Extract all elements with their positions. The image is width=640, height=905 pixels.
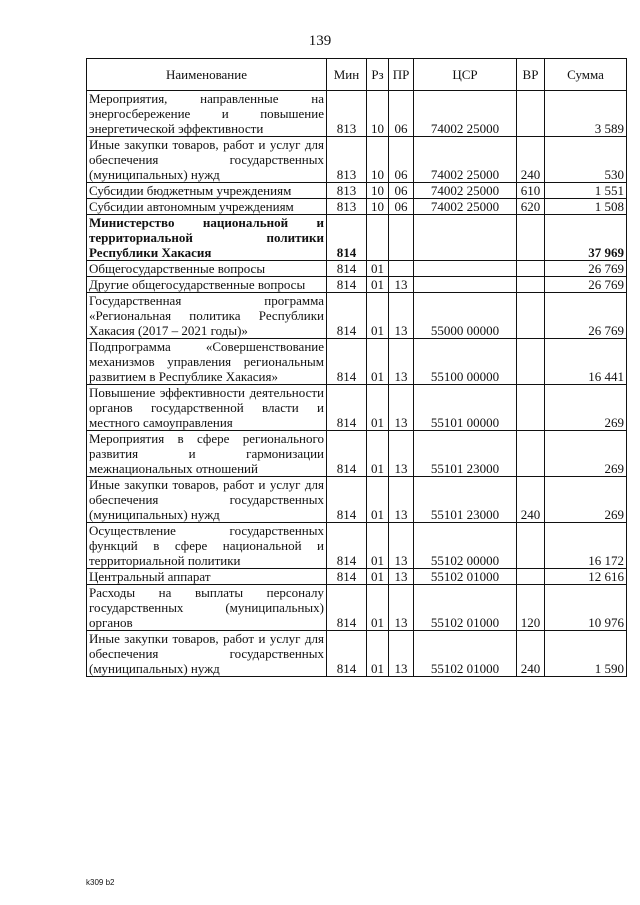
cell-vr: 240: [517, 477, 545, 523]
header-min: Мин: [327, 59, 367, 91]
cell-sum: 12 616: [545, 569, 627, 585]
cell-sum: 26 769: [545, 293, 627, 339]
cell-csr: 55100 00000: [414, 339, 517, 385]
cell-min: 814: [327, 215, 367, 261]
cell-rz: 10: [367, 91, 389, 137]
cell-rz: 10: [367, 199, 389, 215]
table-row: [87, 523, 627, 569]
cell-min: 814: [327, 477, 367, 523]
cell-min: 813: [327, 183, 367, 199]
table-row: [87, 385, 627, 431]
cell-csr: [414, 215, 517, 261]
cell-name: Подпрограмма «Совершенствование механизмов управления региональным развитием в Республике Хакасия»: [87, 339, 327, 385]
cell-min: 814: [327, 431, 367, 477]
cell-pr: [389, 215, 414, 261]
cell-rz: 01: [367, 569, 389, 585]
cell-sum: 269: [545, 385, 627, 431]
cell-min: 814: [327, 385, 367, 431]
table-row: [87, 91, 627, 137]
cell-vr: [517, 277, 545, 293]
page-number: 139: [308, 33, 332, 49]
cell-rz: 01: [367, 431, 389, 477]
cell-vr: [517, 293, 545, 339]
cell-rz: 01: [367, 385, 389, 431]
cell-pr: 13: [389, 523, 414, 569]
cell-name: Субсидии автономным учреждениям: [87, 199, 327, 215]
header-csr: ЦСР: [414, 59, 517, 91]
cell-vr: 120: [517, 585, 545, 631]
cell-vr: [517, 523, 545, 569]
cell-sum: 16 172: [545, 523, 627, 569]
cell-rz: 01: [367, 523, 389, 569]
cell-sum: 1 590: [545, 631, 627, 677]
cell-name: Центральный аппарат: [87, 569, 327, 585]
cell-name: Общегосударственные вопросы: [87, 261, 327, 277]
cell-rz: 01: [367, 339, 389, 385]
cell-rz: 01: [367, 585, 389, 631]
table-row: [87, 137, 627, 183]
cell-csr: [414, 277, 517, 293]
cell-csr: 74002 25000: [414, 137, 517, 183]
cell-pr: 13: [389, 585, 414, 631]
cell-csr: 55101 00000: [414, 385, 517, 431]
table-row: [87, 569, 627, 585]
table-row: [87, 631, 627, 677]
cell-pr: 13: [389, 277, 414, 293]
cell-rz: 10: [367, 183, 389, 199]
cell-name: Иные закупки товаров, работ и услуг для обеспечения государственных (муниципальных) нужд: [87, 477, 327, 523]
cell-rz: 01: [367, 261, 389, 277]
cell-name: Мероприятия в сфере регионального развития и гармонизации межнациональных отношений: [87, 431, 327, 477]
cell-pr: [389, 261, 414, 277]
cell-vr: 620: [517, 199, 545, 215]
cell-sum: 26 769: [545, 261, 627, 277]
cell-pr: 13: [389, 569, 414, 585]
cell-rz: 10: [367, 137, 389, 183]
cell-pr: 06: [389, 199, 414, 215]
cell-csr: 55101 23000: [414, 431, 517, 477]
cell-sum: 530: [545, 137, 627, 183]
cell-min: 814: [327, 631, 367, 677]
cell-name: Осуществление государственных функций в сфере национальной и территориальной политики: [87, 523, 327, 569]
table-row: [87, 199, 627, 215]
budget-table: [86, 58, 627, 677]
cell-vr: [517, 261, 545, 277]
cell-sum: 269: [545, 477, 627, 523]
cell-name: Расходы на выплаты персоналу государственных (муниципальных) органов: [87, 585, 327, 631]
cell-vr: 240: [517, 137, 545, 183]
table-row: [87, 339, 627, 385]
header-name: Наименование: [87, 59, 327, 91]
cell-pr: 13: [389, 477, 414, 523]
cell-pr: 06: [389, 91, 414, 137]
cell-name: Повышение эффективности деятельности органов государственной власти и местного самоуправления: [87, 385, 327, 431]
cell-rz: 01: [367, 631, 389, 677]
cell-csr: 55102 01000: [414, 569, 517, 585]
cell-sum: 37 969: [545, 215, 627, 261]
table-row: [87, 585, 627, 631]
cell-name: Субсидии бюджетным учреждениям: [87, 183, 327, 199]
cell-csr: 55102 00000: [414, 523, 517, 569]
cell-rz: 01: [367, 293, 389, 339]
table-row: [87, 261, 627, 277]
cell-vr: [517, 569, 545, 585]
cell-sum: 26 769: [545, 277, 627, 293]
table-row: [87, 431, 627, 477]
cell-min: 814: [327, 339, 367, 385]
cell-csr: 74002 25000: [414, 199, 517, 215]
header-pr: ПР: [389, 59, 414, 91]
table-row: [87, 183, 627, 199]
cell-name: Иные закупки товаров, работ и услуг для обеспечения государственных (муниципальных) нужд: [87, 631, 327, 677]
table-row: [87, 477, 627, 523]
cell-sum: 1 508: [545, 199, 627, 215]
cell-csr: 55101 23000: [414, 477, 517, 523]
table-row: [87, 277, 627, 293]
cell-min: 813: [327, 199, 367, 215]
cell-sum: 16 441: [545, 339, 627, 385]
cell-min: 813: [327, 137, 367, 183]
cell-csr: 74002 25000: [414, 91, 517, 137]
cell-pr: 13: [389, 293, 414, 339]
cell-name: Иные закупки товаров, работ и услуг для обеспечения государственных (муниципальных) нужд: [87, 137, 327, 183]
cell-vr: [517, 215, 545, 261]
cell-sum: 1 551: [545, 183, 627, 199]
table-row: [87, 293, 627, 339]
cell-vr: [517, 91, 545, 137]
cell-pr: 06: [389, 183, 414, 199]
cell-min: 814: [327, 293, 367, 339]
cell-name: Государственная программа «Региональная политика Республики Хакасия (2017 – 2021 годы)»: [87, 293, 327, 339]
cell-rz: 01: [367, 277, 389, 293]
cell-sum: 3 589: [545, 91, 627, 137]
footer-code: k309 b2: [86, 878, 115, 887]
cell-rz: [367, 215, 389, 261]
cell-vr: [517, 431, 545, 477]
cell-pr: 13: [389, 385, 414, 431]
cell-sum: 269: [545, 431, 627, 477]
cell-rz: 01: [367, 477, 389, 523]
header-vr: ВР: [517, 59, 545, 91]
cell-min: 813: [327, 91, 367, 137]
cell-name: Министерство национальной и территориальной политики Республики Хакасия: [87, 215, 327, 261]
cell-name: Другие общегосударственные вопросы: [87, 277, 327, 293]
cell-min: 814: [327, 277, 367, 293]
cell-vr: [517, 385, 545, 431]
cell-pr: 13: [389, 339, 414, 385]
cell-pr: 13: [389, 431, 414, 477]
cell-csr: 55000 00000: [414, 293, 517, 339]
cell-min: 814: [327, 261, 367, 277]
cell-min: 814: [327, 523, 367, 569]
cell-csr: 74002 25000: [414, 183, 517, 199]
cell-csr: [414, 261, 517, 277]
cell-vr: 240: [517, 631, 545, 677]
header-sum: Сумма: [545, 59, 627, 91]
cell-min: 814: [327, 585, 367, 631]
table-row: [87, 215, 627, 261]
cell-csr: 55102 01000: [414, 631, 517, 677]
cell-vr: [517, 339, 545, 385]
cell-name: Мероприятия, направленные на энергосбережение и повышение энергетической эффективности: [87, 91, 327, 137]
cell-pr: 06: [389, 137, 414, 183]
cell-csr: 55102 01000: [414, 585, 517, 631]
cell-pr: 13: [389, 631, 414, 677]
cell-min: 814: [327, 569, 367, 585]
header-rz: Рз: [367, 59, 389, 91]
table-header-row: [87, 59, 627, 91]
cell-vr: 610: [517, 183, 545, 199]
cell-sum: 10 976: [545, 585, 627, 631]
